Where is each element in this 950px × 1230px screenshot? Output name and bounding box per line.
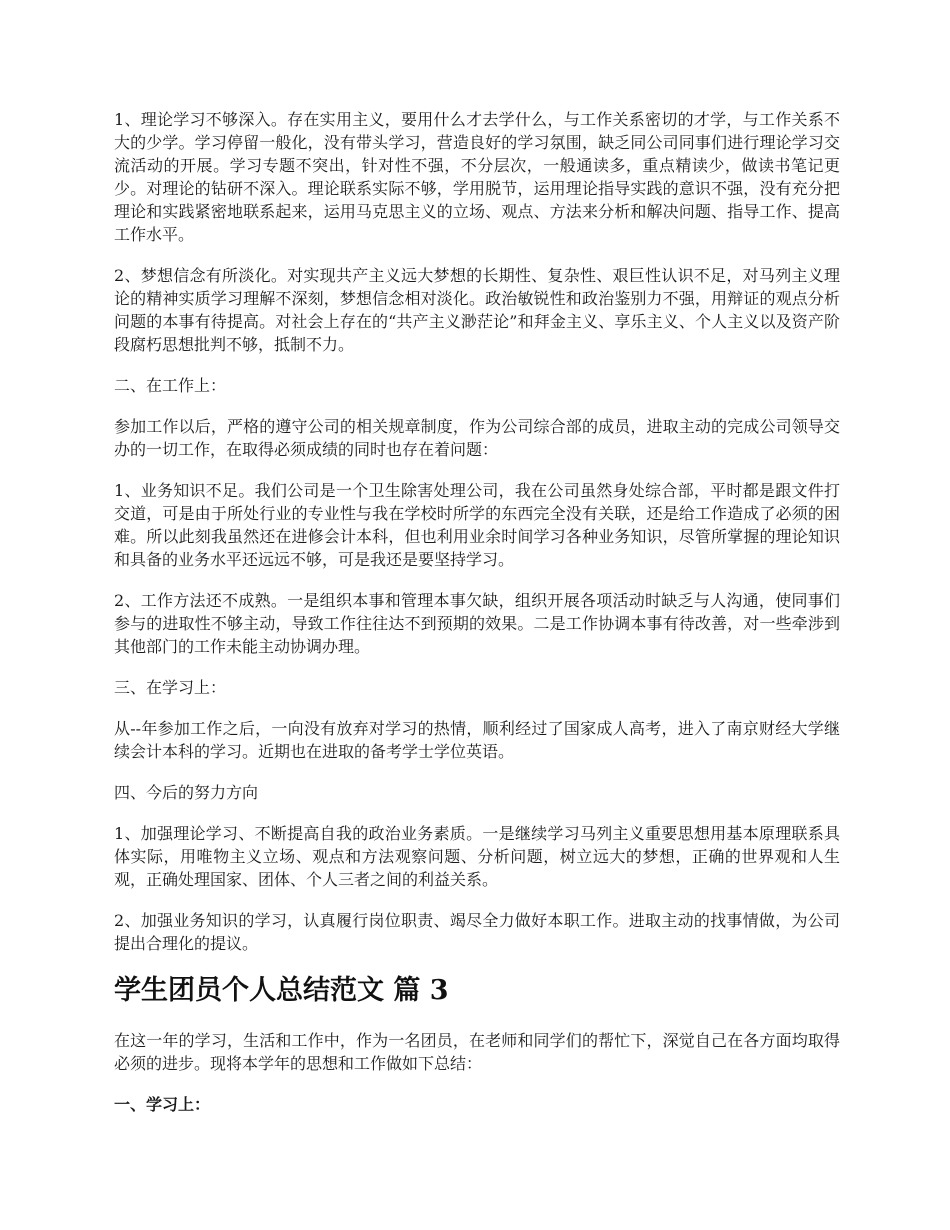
paragraph-ideals-belief: 2、梦想信念有所淡化。对实现共产主义远大梦想的长期性、复杂性、艰巨性认识不足，对马列主义理论的精神实质学习理解不深刻，梦想信念相对淡化。政治敏锐性和政治鉴别力不强，用辩证的观点分析问题的本事有待提高。对社会上存在的“共产主义渺茫论”和拜金主义、享乐主义、个人主义以及资产阶段腐朽思想批判不够，抵制不力。 <box>114 266 840 354</box>
paragraph-study-history: 从--年参加工作之后，一向没有放弃对学习的热情，顺利经过了国家成人高考，进入了南京财经大学继续会计本科的学习。近期也在进取的备考学士学位英语。 <box>114 719 840 761</box>
paragraph-strengthen-business: 2、加强业务知识的学习，认真履行岗位职责、竭尽全力做好本职工作。进取主动的找事情做，为公司提出合理化的提议。 <box>114 911 840 953</box>
paragraph-business-knowledge: 1、业务知识不足。我们公司是一个卫生除害处理公司，我在公司虽然身处综合部，平时都是跟文件打交道，可是由于所处行业的专业性与我在学校时所学的东西完全没有关联，还是给工作造成了必须的困难。所以此刻我虽然还在进修会计本科，但也利用业余时间学习各种业务知识，尽管所掌握的理论知识和具备的业务水平还远远不够，可是我还是要坚持学习。 <box>114 481 840 569</box>
section-title: 学生团员个人总结范文 篇 3 <box>114 975 449 1006</box>
subheading-study: 一、学习上： <box>114 1095 211 1114</box>
heading-at-study: 三、在学习上： <box>114 678 227 697</box>
document-page <box>114 108 840 1134</box>
paragraph-strengthen-theory: 1、加强理论学习、不断提高自我的政治业务素质。一是继续学习马列主义重要思想用基本原理联系具体实际，用唯物主义立场、观点和方法观察问题、分析问题，树立远大的梦想，正确的世界观和人生观，正确处理国家、团体、个人三者之间的利益关系。 <box>114 824 840 889</box>
paragraph-section-intro: 在这一年的学习，生活和工作中，作为一名团员，在老师和同学们的帮忙下，深觉自己在各方面均取得必须的进步。现将本学年的思想和工作做如下总结： <box>114 1031 840 1073</box>
heading-future-direction: 四、今后的努力方向 <box>114 783 259 802</box>
paragraph-work-intro: 参加工作以后，严格的遵守公司的相关规章制度，作为公司综合部的成员，进取主动的完成公司领导交办的一切工作，在取得必须成绩的同时也存在着问题： <box>114 417 840 459</box>
paragraph-theory-study: 1、理论学习不够深入。存在实用主义，要用什么才去学什么，与工作关系密切的才学，与工作关系不大的少学。学习停留一般化，没有带头学习，营造良好的学习氛围，缺乏同公司同事们进行理论学习交流活动的开展。学习专题不突出，针对性不强，不分层次，一般通读多，重点精读少，做读书笔记更少。对理论的钻研不深入。理论联系实际不够，学用脱节，运用理论指导实践的意识不强，没有充分把理论和实践紧密地联系起来，运用马克思主义的立场、观点、方法来分析和解决问题、指导工作、提高工作水平。 <box>114 110 840 244</box>
paragraph-work-methods: 2、工作方法还不成熟。一是组织本事和管理本事欠缺，组织开展各项活动时缺乏与人沟通，使同事们参与的进取性不够主动，导致工作往往达不到预期的效果。二是工作协调本事有待改善，对一些牵涉到其他部门的工作未能主动协调办理。 <box>114 591 840 656</box>
heading-at-work: 二、在工作上： <box>114 376 227 395</box>
